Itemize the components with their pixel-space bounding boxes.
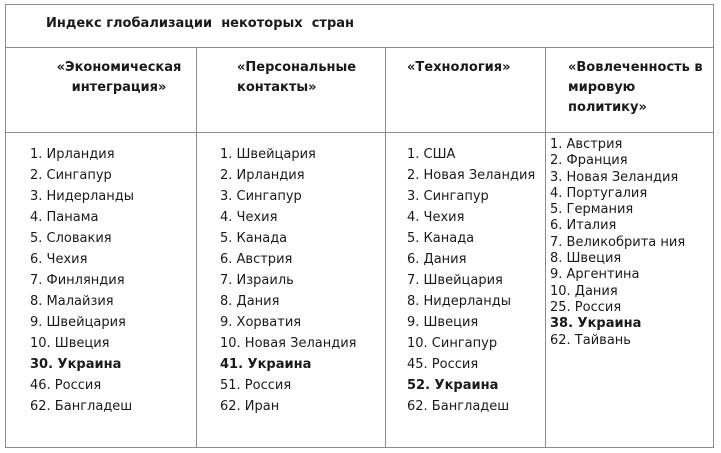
list-item: 10. Новая Зеландия: [220, 336, 357, 351]
column-heading: «Экономическая интеграция»: [56, 60, 182, 95]
column-header-cell: [197, 48, 385, 133]
list-item: 7. Швейцария: [407, 273, 503, 288]
globalization-index-table: [5, 4, 714, 448]
list-item: 2. Новая Зеландия: [407, 168, 536, 183]
list-item: 45. Россия: [407, 357, 479, 372]
ranking-list: [550, 137, 685, 349]
ranking-list: [220, 144, 356, 417]
table-title: Индекс глобализации некоторых стран: [46, 16, 355, 31]
list-item: 1. Швейцария: [220, 147, 316, 162]
list-item: 7. Израиль: [220, 273, 294, 288]
list-item: 62. Бангладеш: [30, 399, 133, 414]
list-item: 7. Финляндия: [30, 273, 125, 288]
list-item: 6. Италия: [550, 218, 617, 234]
list-item: 4. Чехия: [407, 210, 465, 225]
column-heading: «Вовлеченность в мировую политику»: [568, 60, 703, 115]
list-item: 4. Чехия: [220, 210, 278, 225]
list-item: 3. Нидерланды: [30, 189, 135, 204]
column-economic-integration: [6, 48, 196, 447]
list-item: 1. США: [407, 147, 456, 162]
list-item: 52. Украина: [407, 378, 499, 393]
column-world-politics: [545, 48, 713, 447]
list-item: 8. Дания: [220, 294, 280, 309]
list-item: 5. Канада: [220, 231, 288, 246]
list-item: 30. Украина: [30, 357, 122, 372]
list-item: 3. Новая Зеландия: [550, 169, 679, 185]
list-item: 62. Иран: [220, 399, 280, 414]
list-item: 8. Малайзия: [30, 294, 114, 309]
list-item: 2. Ирландия: [220, 168, 305, 183]
column-header-cell: [546, 48, 713, 133]
list-item: 38. Украина: [550, 316, 642, 332]
list-item: 46. Россия: [30, 378, 102, 393]
list-item: 9. Швеция: [407, 315, 479, 330]
list-item: 3. Сингапур: [407, 189, 489, 204]
list-item: 1. Австрия: [550, 137, 623, 152]
list-item: 6. Австрия: [220, 252, 293, 267]
list-item: 2. Сингапур: [30, 168, 112, 183]
list-item: 25. Россия: [550, 299, 622, 315]
column-heading: «Персональные контакты»: [237, 60, 357, 95]
list-item: 4. Португалия: [550, 185, 648, 201]
list-item: 2. Франция: [550, 153, 628, 169]
list-item: 5. Германия: [550, 202, 634, 218]
list-item: 10. Дания: [550, 283, 618, 299]
list-item: 10. Швеция: [30, 336, 110, 351]
column-header-cell: [386, 48, 545, 133]
list-item: 62. Бангладеш: [407, 399, 510, 414]
list-item: 41. Украина: [220, 357, 312, 372]
list-item: 8. Швеция: [550, 251, 622, 267]
list-item: 9. Аргентина: [550, 267, 640, 283]
list-item: 4. Панама: [30, 210, 99, 225]
table-title-row: [6, 5, 713, 48]
list-item: 9. Швейцария: [30, 315, 126, 330]
list-item: 7. Великобрита ния: [550, 234, 686, 250]
list-item: 5. Словакия: [30, 231, 112, 246]
list-item: 6. Дания: [407, 252, 467, 267]
list-item: 1. Ирландия: [30, 147, 115, 162]
list-item: 8. Нидерланды: [407, 294, 512, 309]
list-item: 62. Тайвань: [550, 332, 631, 348]
column-personal-contacts: [196, 48, 385, 447]
column-header-cell: [6, 48, 196, 133]
list-item: 3. Сингапур: [220, 189, 302, 204]
column-technology: [385, 48, 545, 447]
list-item: 5. Канада: [407, 231, 475, 246]
column-heading: «Технология»: [407, 60, 511, 75]
list-item: 10. Сингапур: [407, 336, 498, 351]
ranking-list: [30, 144, 134, 417]
ranking-list: [407, 144, 537, 417]
list-item: 6. Чехия: [30, 252, 88, 267]
list-item: 9. Хорватия: [220, 315, 302, 330]
list-item: 51. Россия: [220, 378, 292, 393]
